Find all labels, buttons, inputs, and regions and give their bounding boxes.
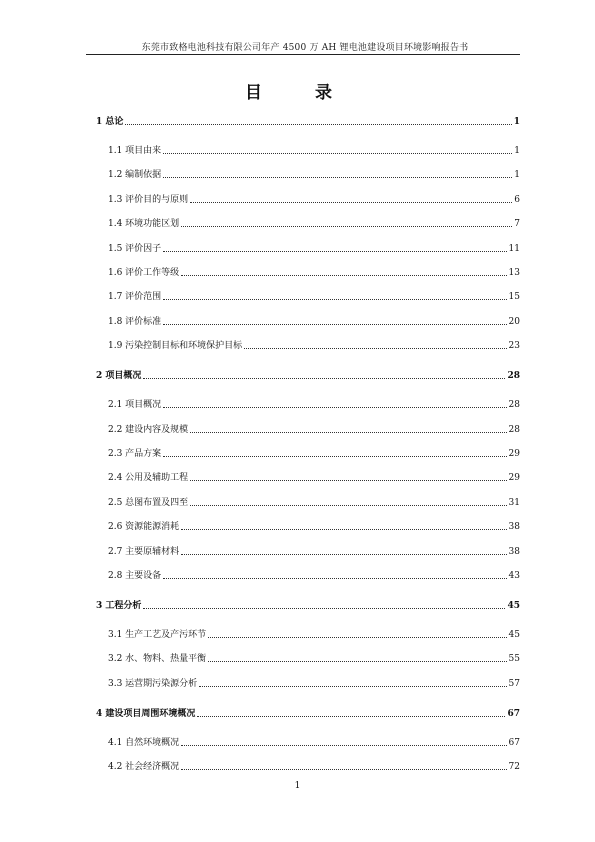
toc-page-number: 1: [514, 146, 520, 156]
toc-section-entry[interactable]: [108, 627, 520, 641]
toc-page-number: 13: [508, 268, 520, 278]
toc-dot-leader: [143, 378, 505, 379]
toc-section-entry[interactable]: [108, 495, 520, 509]
toc-section-entry[interactable]: [108, 676, 520, 690]
toc-entry-title: 3.1 生产工艺及产污环节: [108, 630, 207, 640]
toc-dot-leader: [163, 324, 506, 325]
toc-dot-leader: [163, 299, 506, 300]
toc-section-entry[interactable]: [108, 216, 520, 230]
toc-section-entry[interactable]: [108, 397, 520, 411]
toc-dot-leader: [190, 432, 506, 433]
toc-entry-title: 1.6 评价工作等级: [108, 268, 180, 278]
toc-page-number: 67: [507, 708, 520, 719]
toc-section-entry[interactable]: [108, 338, 520, 352]
toc-entry-title: 2.5 总图布置及四至: [108, 497, 189, 508]
toc-page-number: 28: [508, 400, 520, 411]
toc-section-entry[interactable]: [108, 143, 520, 157]
toc-page-number: 29: [508, 449, 520, 459]
toc-page-number: 15: [508, 292, 520, 303]
toc-section-entry[interactable]: [108, 735, 520, 749]
toc-entry-title: 1.3 评价目的与原则: [108, 194, 189, 205]
toc-dot-leader: [181, 529, 506, 530]
toc-entry-title: 1.7 评价范围: [108, 292, 162, 303]
toc-section-entry[interactable]: [108, 519, 520, 533]
toc-entry-title: 1.2 编制依据: [108, 170, 162, 181]
toc-chapter-entry[interactable]: [96, 706, 520, 720]
toc-page-number: 28: [508, 424, 520, 435]
toc-page-number: 23: [508, 341, 520, 352]
toc-dot-leader: [199, 686, 506, 687]
toc-page-number: 43: [508, 571, 520, 581]
toc-entry-title: 1 总论: [96, 117, 124, 127]
toc-dot-leader: [163, 177, 512, 178]
toc-page-number: 45: [507, 601, 520, 611]
toc-entry-title: 1.8 评价标准: [108, 316, 162, 327]
page-title: 目 录: [245, 83, 350, 103]
toc-chapter-entry[interactable]: [96, 598, 520, 612]
toc-section-entry[interactable]: [108, 759, 520, 773]
toc-entry-title: 2.1 项目概况: [108, 400, 162, 411]
toc-section-entry[interactable]: [108, 241, 520, 255]
toc-entry-title: 3.2 水、物料、热量平衡: [108, 654, 207, 665]
toc-dot-leader: [181, 226, 512, 227]
toc-entry-title: 2.6 资源能源消耗: [108, 522, 180, 533]
toc-dot-leader: [190, 202, 512, 203]
toc-dot-leader: [181, 769, 506, 770]
toc-page-number: 1: [514, 170, 520, 181]
toc-dot-leader: [181, 745, 506, 746]
toc-dot-leader: [208, 661, 506, 662]
toc-entry-title: 1.5 评价因子: [108, 243, 162, 254]
toc-entry-title: 3 工程分析: [96, 601, 142, 611]
toc-entry-title: 4.2 社会经济概况: [108, 762, 180, 773]
toc-entry-title: 2.3 产品方案: [108, 449, 162, 459]
toc-section-entry[interactable]: [108, 289, 520, 303]
toc-dot-leader: [163, 578, 506, 579]
toc-section-entry[interactable]: [108, 265, 520, 279]
header-rule: [86, 54, 520, 55]
toc-section-entry[interactable]: [108, 544, 520, 558]
toc-page-number: 55: [508, 654, 520, 665]
toc-dot-leader: [181, 554, 506, 555]
toc-page-number: 57: [508, 678, 520, 689]
toc-dot-leader: [181, 275, 506, 276]
toc-dot-leader: [143, 608, 505, 609]
toc-section-entry[interactable]: [108, 651, 520, 665]
toc-entry-title: 2.4 公用及辅助工程: [108, 473, 189, 484]
toc-page-number: 72: [508, 762, 520, 773]
toc-dot-leader: [197, 716, 505, 717]
toc-page-number: 28: [507, 371, 520, 382]
toc-page-number: 38: [508, 546, 520, 557]
toc-section-entry[interactable]: [108, 422, 520, 436]
page-number: 1: [294, 781, 301, 791]
toc-section-entry[interactable]: [108, 470, 520, 484]
toc-entry-title: 4 建设项目周围环境概况: [96, 708, 196, 719]
toc-entry-title: 1.1 项目由来: [108, 146, 162, 156]
toc-page-number: 11: [508, 243, 520, 254]
toc-dot-leader: [244, 348, 506, 349]
toc-section-entry[interactable]: [108, 167, 520, 181]
toc-entry-title: 2.8 主要设备: [108, 571, 162, 581]
toc-chapter-entry[interactable]: [96, 114, 520, 128]
toc-section-entry[interactable]: [108, 192, 520, 206]
toc-dot-leader: [125, 124, 511, 125]
toc-entry-title: 2.2 建设内容及规模: [108, 424, 189, 435]
toc-dot-leader: [190, 505, 506, 506]
toc-dot-leader: [163, 407, 506, 408]
toc-section-entry[interactable]: [108, 314, 520, 328]
toc-page-number: 7: [514, 219, 520, 230]
toc-page-number: 6: [514, 194, 520, 205]
toc-entry-title: 2 项目概况: [96, 371, 142, 382]
toc-page-number: 67: [508, 737, 520, 748]
toc-page-number: 20: [508, 316, 520, 327]
toc-section-entry[interactable]: [108, 446, 520, 460]
toc-page-number: 1: [513, 117, 520, 127]
toc-page-number: 29: [508, 473, 520, 484]
toc-dot-leader: [163, 153, 512, 154]
toc-dot-leader: [163, 456, 506, 457]
toc-section-entry[interactable]: [108, 568, 520, 582]
toc-chapter-entry[interactable]: [96, 368, 520, 382]
toc-page-number: 45: [508, 630, 520, 640]
toc-entry-title: 3.3 运营期污染源分析: [108, 678, 198, 689]
toc-entry-title: 4.1 自然环境概况: [108, 737, 180, 748]
toc-entry-title: 1.9 污染控制目标和环境保护目标: [108, 341, 243, 352]
toc-dot-leader: [190, 480, 506, 481]
toc-dot-leader: [208, 637, 506, 638]
toc-entry-title: 2.7 主要原辅材料: [108, 546, 180, 557]
running-header: 东莞市致格电池科技有限公司年产 4500 万 AH 锂电池建设项目环境影响报告书: [141, 43, 469, 53]
toc-page-number: 38: [508, 522, 520, 533]
toc-dot-leader: [163, 251, 506, 252]
toc-page-number: 31: [508, 497, 520, 508]
toc-entry-title: 1.4 环境功能区划: [108, 219, 180, 230]
